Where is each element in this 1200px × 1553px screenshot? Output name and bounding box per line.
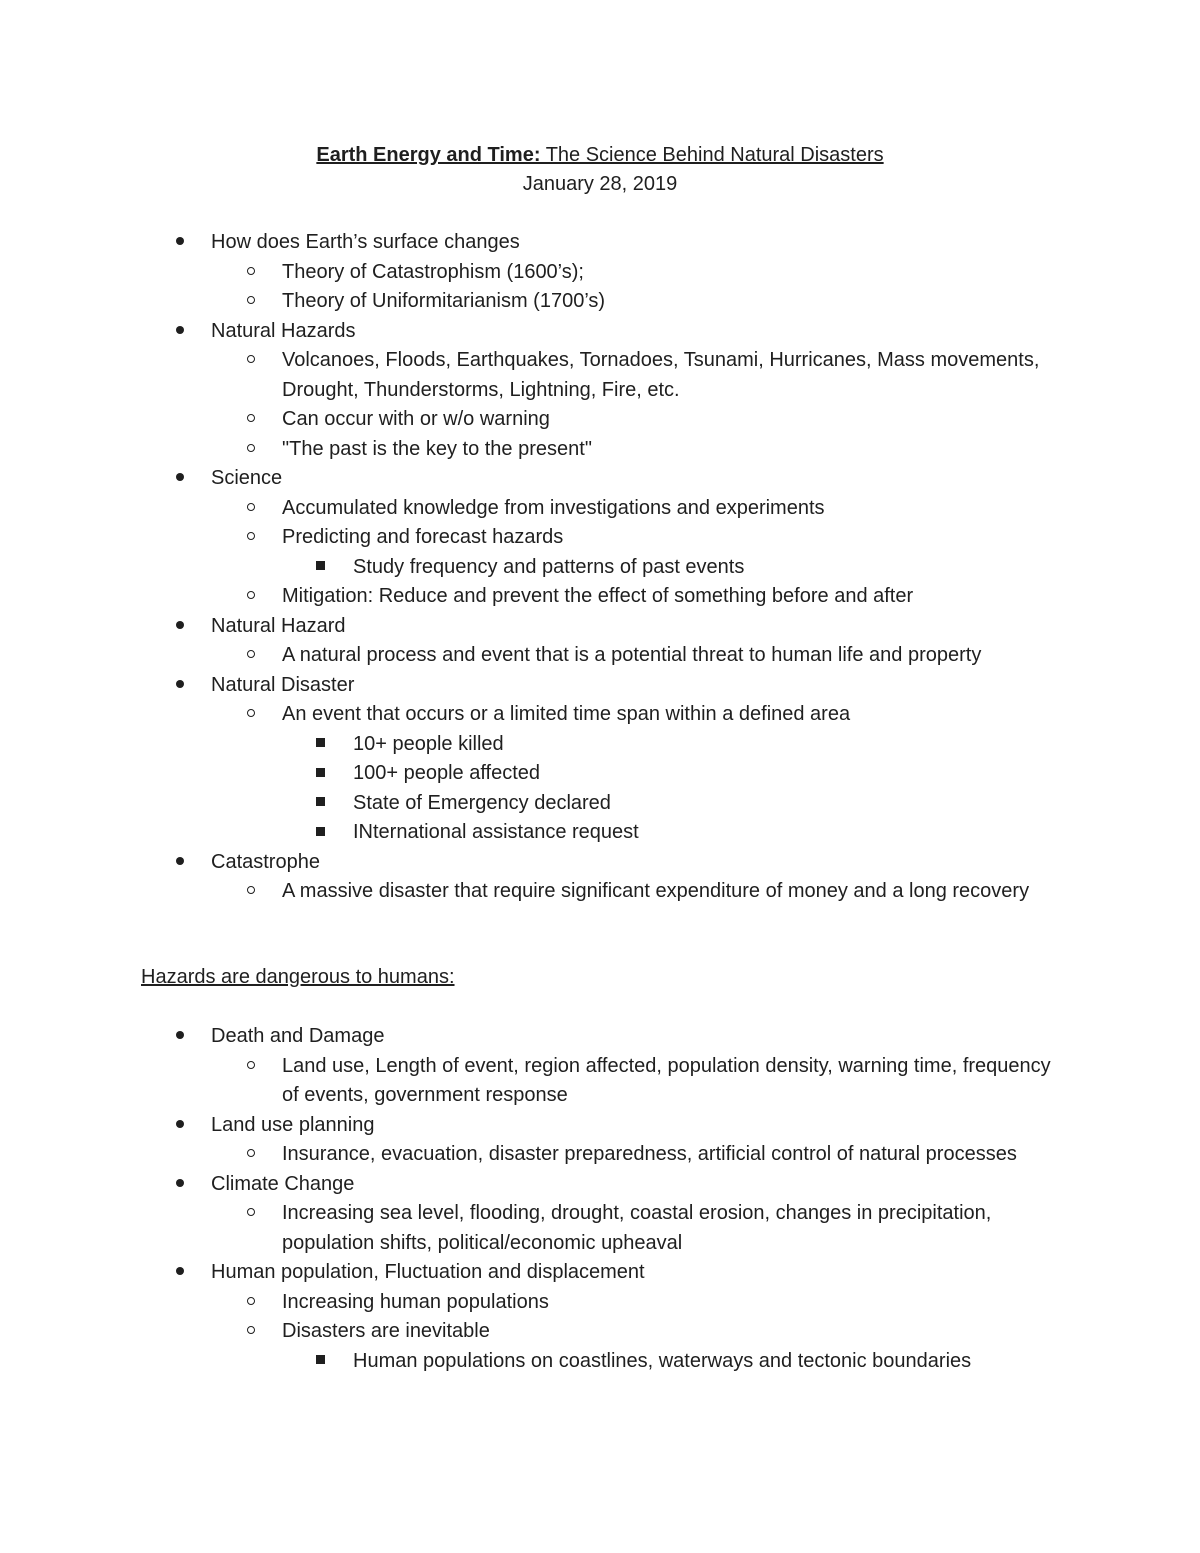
list-item-text: "The past is the key to the present" bbox=[282, 437, 592, 460]
title-subtitle-part: The Science Behind Natural Disasters bbox=[540, 144, 884, 166]
filled-circle-bullet-icon bbox=[176, 848, 184, 878]
list-item-text: Study frequency and patterns of past events bbox=[353, 555, 745, 578]
list-item-text: Predicting and forecast hazards bbox=[282, 526, 564, 548]
filled-circle-bullet-icon bbox=[176, 317, 184, 347]
hollow-circle-bullet-icon bbox=[247, 494, 255, 524]
list-item-text: How does Earth’s surface changes bbox=[211, 231, 520, 253]
list-item-text: State of Emergency declared bbox=[353, 791, 611, 814]
list-item bbox=[0, 258, 1052, 288]
filled-circle-bullet-icon bbox=[176, 612, 184, 642]
hollow-circle-bullet-icon bbox=[247, 523, 255, 553]
list-item-text: Human population, Fluctuation and displacement bbox=[211, 1261, 645, 1283]
hollow-circle-bullet-icon bbox=[247, 1052, 255, 1082]
document-title bbox=[0, 141, 1200, 170]
list-item bbox=[0, 435, 1052, 465]
list-item bbox=[0, 1317, 1052, 1347]
list-item bbox=[0, 671, 1051, 701]
list-item-text: 100+ people affected bbox=[353, 762, 541, 784]
list-item bbox=[0, 612, 1051, 642]
list-item-text: Natural Hazard bbox=[211, 614, 346, 637]
filled-circle-bullet-icon bbox=[176, 1022, 184, 1052]
list-item bbox=[0, 287, 1052, 317]
hollow-circle-bullet-icon bbox=[247, 641, 255, 671]
hollow-circle-bullet-icon bbox=[247, 1199, 255, 1229]
list-item bbox=[0, 1258, 1051, 1288]
list-item bbox=[0, 759, 1053, 789]
hollow-circle-bullet-icon bbox=[247, 877, 255, 907]
filled-circle-bullet-icon bbox=[176, 1170, 184, 1200]
list-item-text: A massive disaster that require significant expenditure of money and a long recovery bbox=[282, 880, 1030, 902]
filled-circle-bullet-icon bbox=[176, 1258, 184, 1288]
list-item bbox=[0, 1288, 1052, 1318]
filled-square-bullet-icon bbox=[316, 730, 325, 760]
list-item-text: An event that occurs or a limited time span within a defined area bbox=[282, 703, 851, 725]
list-item-text: Land use, Length of event, region affected, population density, warning time, frequency of events, government response bbox=[282, 1054, 1051, 1106]
list-item bbox=[0, 700, 1052, 730]
list-item bbox=[0, 1140, 1052, 1170]
hollow-circle-bullet-icon bbox=[247, 582, 255, 612]
filled-circle-bullet-icon bbox=[176, 228, 184, 258]
hollow-circle-bullet-icon bbox=[247, 1317, 255, 1347]
hollow-circle-bullet-icon bbox=[247, 287, 255, 317]
filled-circle-bullet-icon bbox=[176, 1111, 184, 1141]
hollow-circle-bullet-icon bbox=[247, 1140, 255, 1170]
list-item bbox=[0, 818, 1053, 848]
list-item-text: Theory of Catastrophism (1600’s); bbox=[282, 260, 584, 283]
list-item bbox=[0, 582, 1052, 612]
list-item bbox=[0, 317, 1051, 347]
list-item bbox=[0, 877, 1052, 907]
hollow-circle-bullet-icon bbox=[247, 700, 255, 730]
hollow-circle-bullet-icon bbox=[247, 405, 255, 435]
list-item bbox=[0, 523, 1052, 553]
hollow-circle-bullet-icon bbox=[247, 1288, 255, 1318]
list-item bbox=[0, 464, 1051, 494]
list-item-text: A natural process and event that is a potential threat to human life and property bbox=[282, 644, 982, 666]
list-item-text: Mitigation: Reduce and prevent the effect of something before and after bbox=[282, 585, 914, 607]
list-item bbox=[0, 730, 1053, 760]
filled-square-bullet-icon bbox=[316, 789, 325, 819]
document-date: January 28, 2019 bbox=[522, 173, 678, 195]
hollow-circle-bullet-icon bbox=[247, 346, 255, 376]
filled-circle-bullet-icon bbox=[176, 671, 184, 701]
list-item bbox=[0, 1022, 1051, 1052]
notes-list-natural-hazards bbox=[0, 228, 1200, 907]
list-item-text: INternational assistance request bbox=[353, 821, 639, 843]
list-item-text: Science bbox=[211, 467, 283, 489]
hollow-circle-bullet-icon bbox=[247, 258, 255, 288]
title-bold-part: Earth Energy and Time: bbox=[316, 144, 541, 166]
list-item bbox=[0, 1199, 1052, 1258]
filled-square-bullet-icon bbox=[316, 553, 325, 583]
list-item-text: Catastrophe bbox=[211, 850, 320, 873]
hollow-circle-bullet-icon bbox=[247, 435, 255, 465]
list-item bbox=[0, 494, 1052, 524]
list-item-text: Natural Hazards bbox=[211, 319, 356, 342]
list-item bbox=[0, 789, 1053, 819]
list-item-text: Disasters are inevitable bbox=[282, 1320, 490, 1342]
list-item-text: Insurance, evacuation, disaster preparedness, artificial control of natural processes bbox=[282, 1143, 1017, 1165]
filled-square-bullet-icon bbox=[316, 1347, 325, 1377]
filled-square-bullet-icon bbox=[316, 759, 325, 789]
list-item bbox=[0, 1111, 1051, 1141]
list-item bbox=[0, 1170, 1051, 1200]
list-item-text: Natural Disaster bbox=[211, 673, 355, 696]
list-item-text: Death and Damage bbox=[211, 1025, 385, 1047]
list-item bbox=[0, 848, 1051, 878]
filled-square-bullet-icon bbox=[316, 818, 325, 848]
list-item-text: Human populations on coastlines, waterways and tectonic boundaries bbox=[353, 1349, 972, 1372]
list-item-text: Increasing human populations bbox=[282, 1290, 549, 1313]
notes-list-dangers bbox=[0, 1022, 1200, 1376]
list-item bbox=[0, 346, 1052, 405]
list-item bbox=[0, 228, 1051, 258]
list-item-text: Volcanoes, Floods, Earthquakes, Tornadoes, Tsunami, Hurricanes, Mass movements, Drought, Thunderstorms, Lightning, Fire, etc. bbox=[282, 349, 1040, 401]
list-item bbox=[0, 1052, 1052, 1111]
list-item bbox=[0, 641, 1052, 671]
list-item-text: Climate Change bbox=[211, 1172, 355, 1195]
filled-circle-bullet-icon bbox=[176, 464, 184, 494]
list-item bbox=[0, 1347, 1053, 1377]
list-item bbox=[0, 405, 1052, 435]
list-item-text: Accumulated knowledge from investigations and experiments bbox=[282, 496, 825, 519]
list-item bbox=[0, 553, 1053, 583]
section-heading-hazards: Hazards are dangerous to humans: bbox=[141, 966, 455, 988]
list-item-text: Theory of Uniformitarianism (1700’s) bbox=[282, 290, 606, 312]
list-item-text: Land use planning bbox=[211, 1113, 375, 1136]
list-item-text: Increasing sea level, flooding, drought, coastal erosion, changes in precipitation, population shifts, political/economic upheaval bbox=[282, 1202, 992, 1254]
list-item-text: 10+ people killed bbox=[353, 732, 504, 755]
list-item-text: Can occur with or w/o warning bbox=[282, 408, 550, 430]
